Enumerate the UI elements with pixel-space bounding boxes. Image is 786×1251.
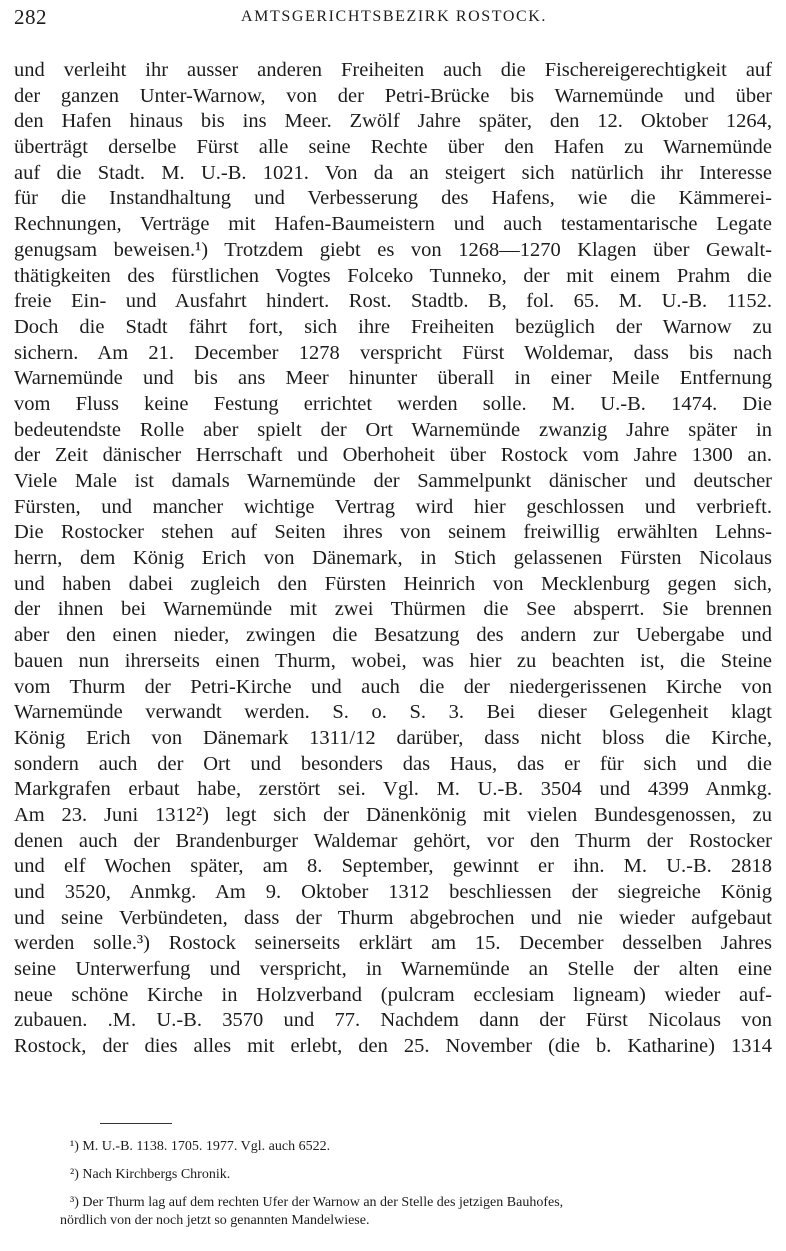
body-line: Warnemünde verwandt werden. S. o. S. 3. Bei dieser Gelegenheit klagt [14,701,772,724]
body-line: den Hafen hinaus bis ins Meer. Zwölf Jahre später, den 12. Oktober 1264, [14,110,772,133]
body-line: Rechnungen, Verträge mit Hafen-Baumeistern und auch testamentarische Legate [14,213,772,236]
body-text [14,58,772,1060]
body-line: und 3520, Anmkg. Am 9. Oktober 1312 beschliessen der siegreiche König [14,881,772,903]
body-line: König Erich von Dänemark 1311/12 darüber, dass nicht bloss die Kirche, [14,726,772,749]
body-line: sondern auch der Ort und besonders das Haus, das er für sich und die [14,752,772,775]
body-line: und elf Wochen später, am 8. September, gewinnt er ihn. M. U.-B. 2818 [14,855,772,878]
body-line: und verleiht ihr ausser anderen Freiheiten auch die Fischereigerechtigkeit auf [14,59,772,81]
body-line: Am 23. Juni 1312²) legt sich der Dänenkönig mit vielen Bundesgenossen, zu [14,803,772,826]
footnote-line: nördlich von der noch jetzt so genannten Mandelwiese. [60,1213,370,1228]
body-line: der ganzen Unter-Warnow, von der Petri-Brücke bis Warnemünde und über [14,84,772,107]
body-line: überträgt derselbe Fürst alle seine Rechte über den Hafen zu Warnemünde [14,136,772,159]
body-line: Rostock, der dies alles mit erlebt, den 25. November (die b. Katharine) 1314 [14,1035,772,1058]
body-line: der Zeit dänischer Herrschaft und Oberhoheit über Rostock vom Jahre 1300 an. [14,444,772,467]
body-line: auf die Stadt. M. U.-B. 1021. Von da an steigert sich natürlich ihr Interesse [14,161,772,184]
body-line: Warnemünde und bis ans Meer hinunter überall in einer Meile Entfernung [14,367,772,390]
body-line: herrn, dem König Erich von Dänemark, in Stich gelassenen Fürsten Nicolaus [14,547,772,570]
footnote-line: ³) Der Thurm lag auf dem rechten Ufer der Warnow an der Stelle des jetzigen Bauhofes, [70,1195,564,1210]
body-line: thätigkeiten des fürstlichen Vogtes Folceko Tunneko, der mit einem Prahm die [14,264,772,287]
body-line: bauen nun ihrerseits einen Thurm, wobei, was hier zu beachten ist, die Steine [14,649,772,672]
body-line: Viele Male ist damals Warnemünde der Sammelpunkt dänischer und deutscher [14,470,772,492]
body-line: werden solle.³) Rostock seinerseits erklärt am 15. December desselben Jahres [14,932,772,955]
body-line: zubauen. .M. U.-B. 3570 und 77. Nachdem dann der Fürst Nicolaus von [14,1009,772,1032]
footnotes [60,1138,770,1230]
body-line: vom Thurm der Petri-Kirche und auch die der niedergerissenen Kirche von [14,675,772,698]
page-number: 282 [14,5,47,29]
footnote-line: ¹) M. U.-B. 1138. 1705. 1977. Vgl. auch 6522. [70,1139,331,1154]
body-line: der ihnen bei Warnemünde mit zwei Thürmen die See absperrt. Sie brennen [14,598,772,621]
body-line: Fürsten, und mancher wichtige Vertrag wird hier geschlossen und verbrieft. [14,495,772,518]
body-line: aber den einen nieder, zwingen die Besatzung des andern zur Uebergabe und [14,624,772,647]
body-line: seine Unterwerfung und verspricht, in Warnemünde an Stelle der alten eine [14,958,772,981]
body-line: Doch die Stadt fährt fort, sich ihre Freiheiten bezüglich der Warnow zu [14,315,772,338]
page-header [14,5,774,33]
footnote-line: ²) Nach Kirchbergs Chronik. [70,1167,231,1182]
running-head: AMTSGERICHTSBEZIRK ROSTOCK. [240,8,548,25]
body-line: Markgrafen erbaut habe, zerstört sei. Vgl. M. U.-B. 3504 und 4399 Anmkg. [14,778,772,801]
body-line: vom Fluss keine Festung errichtet werden solle. M. U.-B. 1474. Die [14,392,772,415]
body-line: sichern. Am 21. December 1278 verspricht Fürst Woldemar, dass bis nach [14,341,772,364]
body-line: neue schöne Kirche in Holzverband (pulcram ecclesiam ligneam) wieder auf- [14,983,772,1006]
body-line: Die Rostocker stehen auf Seiten ihres von seinem freiwillig erwählten Lehns- [14,521,772,544]
body-line: für die Instandhaltung und Verbesserung des Hafens, wie die Kämmerei- [14,187,772,210]
body-line: und seine Verbündeten, dass der Thurm abgebrochen und nie wieder aufgebaut [14,906,772,929]
body-line: freie Ein- und Ausfahrt hindert. Rost. Stadtb. B, fol. 65. M. U.-B. 1152. [14,290,772,313]
body-line: genugsam beweisen.¹) Trotzdem giebt es von 1268—1270 Klagen über Gewalt- [14,238,772,261]
body-line: denen auch der Brandenburger Waldemar gehört, vor den Thurm der Rostocker [14,829,772,852]
body-line: und haben dabei zugleich den Fürsten Heinrich von Mecklenburg gegen sich, [14,572,772,595]
body-line: bedeutendste Rolle aber spielt der Ort Warnemünde zwanzig Jahre später in [14,418,772,441]
footnote-separator [100,1123,172,1124]
